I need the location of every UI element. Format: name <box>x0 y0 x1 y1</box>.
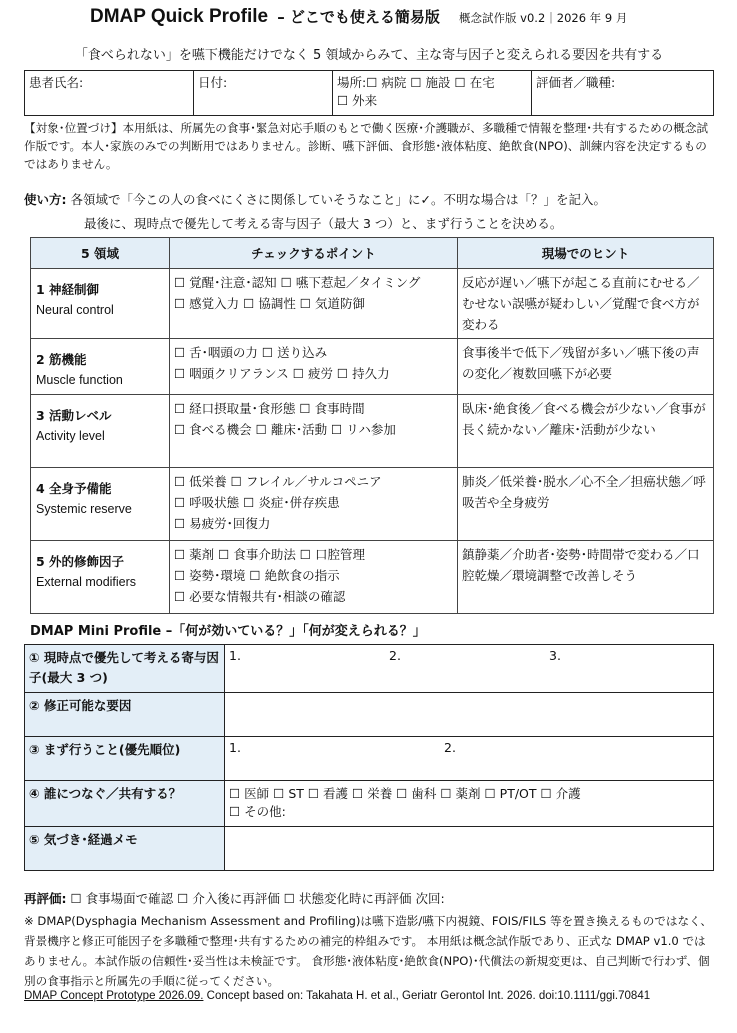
checkbox-line[interactable]: ☐ 感覚入力 ☐ 協調性 ☐ 気道防御 <box>174 296 365 311</box>
checkbox-line[interactable]: ☐ 舌･咽頭の力 ☐ 送り込み <box>174 345 328 360</box>
citation-text: Concept based on: Takahata H. et al., Geriatr Gerontol Int. 2026. doi:10.1111/ggi.70841 <box>203 990 651 1002</box>
domain-name-jp: 1 神経制御 <box>36 282 100 297</box>
checkbox-line[interactable]: ☐ 食べる機会 ☐ 離床･活動 ☐ リハ参加 <box>174 422 396 437</box>
col-header-checkpoints: チェックするポイント <box>170 238 458 269</box>
prototype-label: DMAP Concept Prototype 2026.09. <box>24 990 204 1002</box>
q3-answer-field[interactable] <box>225 737 714 781</box>
q1-numbering <box>229 648 709 663</box>
lead-text: 「食べられない」を嚥下機能だけでなく 5 領域からみて、主な寄与因子と変えられる要因を共有する <box>74 48 664 63</box>
domain-name-en: Neural control <box>36 303 114 317</box>
q3-num-2: 2. <box>444 740 456 755</box>
table-row <box>31 269 714 339</box>
domain-name-en: Muscle function <box>36 373 123 387</box>
q3-label: ③ まず行うこと(優先順位) <box>25 737 225 781</box>
patient-name-label: 患者氏名: <box>29 75 84 90</box>
date-field[interactable] <box>194 71 333 116</box>
hint-cell: 食事後半で低下／残留が多い／嚥下後の声の変化／複数回嚥下が必要 <box>458 339 714 395</box>
domain-name-jp: 4 全身予備能 <box>36 481 112 496</box>
version-label: 概念試作版 v0.2｜2026 年 9 月 <box>459 11 628 25</box>
table-row <box>31 468 714 541</box>
q2-label: ② 修正可能な要因 <box>25 693 225 737</box>
domain-name-jp: 2 筋機能 <box>36 352 87 367</box>
assessor-label: 評価者／職種: <box>536 75 616 90</box>
checkpoints-cell[interactable] <box>170 541 458 614</box>
table-row <box>31 339 714 395</box>
domains-table-header <box>31 238 714 269</box>
checkbox-line[interactable]: ☐ 低栄養 ☐ フレイル／サルコペニア <box>174 474 382 489</box>
document-title: DMAP Quick Profile <box>90 6 269 27</box>
table-row <box>31 541 714 614</box>
q4-answer-field[interactable] <box>225 781 714 827</box>
checkbox-line[interactable]: ☐ 咽頭クリアランス ☐ 疲労 ☐ 持久力 <box>174 366 390 381</box>
purpose-text: 【対象･位置づけ】本用紙は、所属先の食事･緊急対応手順のもとで働く医療･介護職が、多職種で情報を整理･共有するための概念試作版です。本人･家族のみでの判断用ではありません。診断、嚥下評価、食形態･液体粘度、絶飲食(NPO)、訓練内容を決定するものではありません。 <box>24 121 709 171</box>
table-row <box>25 693 714 737</box>
domains-table <box>30 237 714 614</box>
document-subtitle: – どこでも使える簡易版 <box>277 8 440 26</box>
checkbox-line[interactable]: ☐ 易疲労･回復力 <box>174 516 271 531</box>
usage-instruction-1: 各領域で「今この人の食べにくさに関係していそうなこと」に✓。不明な場合は「？」を記入。 <box>70 192 606 207</box>
checkbox-line[interactable]: ☐ 呼吸状態 ☐ 炎症･併存疾患 <box>174 495 340 510</box>
q3-num-1: 1. <box>229 740 241 755</box>
checkbox-line[interactable]: ☐ 姿勢･環境 ☐ 絶飲食の指示 <box>174 568 340 583</box>
domain-cell <box>31 468 170 541</box>
table-row <box>25 781 714 827</box>
hint-cell: 臥床･絶食後／食べる機会が少ない／食事が長く続かない／離床･活動が少ない <box>458 395 714 468</box>
checkpoints-cell[interactable] <box>170 395 458 468</box>
date-label: 日付: <box>198 75 228 90</box>
place-options-line1: 場所:☐ 病院 ☐ 施設 ☐ 在宅 <box>337 75 495 90</box>
patient-name-field[interactable] <box>25 71 194 116</box>
usage-label: 使い方: <box>24 192 67 207</box>
place-field[interactable] <box>333 71 532 116</box>
domain-cell <box>31 339 170 395</box>
disclaimer-note: ※ DMAP(Dysphagia Mechanism Assessment and Profiling)は嚥下造影/嚥下内視鏡、FOIS/FILS 等を置き換えるものではなく、背景機序と修正可能因子を多職種で整理･共有するための補完的枠組みです。 本用紙は概念試作版であり、正式な DMAP v1.0 ではありません。本試作版の信頼性･妥当性は未検証です。 食形態･液体粘度･絶飲食(NPO)･代償法の新規変更は、自己判断で行わず、個別の食事指示と所属先の手順に従ってください。 <box>24 914 713 988</box>
domain-cell <box>31 269 170 339</box>
col-header-domain: 5 領域 <box>31 238 170 269</box>
domain-name-en: External modifiers <box>36 575 137 589</box>
table-row <box>31 395 714 468</box>
reevaluation-line <box>24 889 714 907</box>
q5-memo-field[interactable] <box>225 827 714 871</box>
share-with-options[interactable]: ☐ 医師 ☐ ST ☐ 看護 ☐ 栄養 ☐ 歯科 ☐ 薬剤 ☐ PT/OT ☐ 介護 <box>229 786 581 801</box>
table-row <box>25 827 714 871</box>
title-row <box>90 6 737 32</box>
q1-answer-field[interactable] <box>225 645 714 693</box>
col-header-hints: 現場でのヒント <box>458 238 714 269</box>
domain-cell <box>31 395 170 468</box>
citation-line <box>24 990 714 1002</box>
domain-name-en: Systemic reserve <box>36 502 132 516</box>
checkpoints-cell[interactable] <box>170 339 458 395</box>
hint-cell: 反応が遅い／嚥下が起こる直前にむせる／むせない誤嚥が疑わしい／覚醒で食べ方が変わる <box>458 269 714 339</box>
q1-num-2: 2. <box>389 648 401 663</box>
q4-label: ④ 誰につなぐ／共有する？ <box>25 781 225 827</box>
table-row <box>25 737 714 781</box>
q1-label: ① 現時点で優先して考える寄与因子(最大 3 つ) <box>25 645 225 693</box>
checkbox-line[interactable]: ☐ 覚醒･注意･認知 ☐ 嚥下惹起／タイミング <box>174 275 421 290</box>
q2-answer-field[interactable] <box>225 693 714 737</box>
info-fields-table <box>24 70 714 116</box>
usage-line-1 <box>24 190 714 208</box>
domain-name-en: Activity level <box>36 429 105 443</box>
domain-cell <box>31 541 170 614</box>
assessor-field[interactable] <box>532 71 714 116</box>
reevaluation-options[interactable]: ☐ 食事場面で確認 ☐ 介入後に再評価 ☐ 状態変化時に再評価 次回: <box>70 891 445 906</box>
domain-name-jp: 5 外的修飾因子 <box>36 554 125 569</box>
hint-cell: 肺炎／低栄養･脱水／心不全／担癌状態／呼吸苦や全身疲労 <box>458 468 714 541</box>
q1-num-3: 3. <box>549 648 561 663</box>
hint-cell: 鎮静薬／介助者･姿勢･時間帯で変わる／口腔乾燥／環境調整で改善しそう <box>458 541 714 614</box>
table-row <box>25 645 714 693</box>
checkbox-line[interactable]: ☐ 経口摂取量･食形態 ☐ 食事時間 <box>174 401 365 416</box>
checkpoints-cell[interactable] <box>170 468 458 541</box>
q5-label: ⑤ 気づき･経過メモ <box>25 827 225 871</box>
mini-profile-table <box>24 644 714 871</box>
checkbox-line[interactable]: ☐ 薬剤 ☐ 食事介助法 ☐ 口腔管理 <box>174 547 365 562</box>
reevaluation-label: 再評価: <box>24 891 67 906</box>
place-options-line2: ☐ 外来 <box>337 93 378 108</box>
share-with-other[interactable]: ☐ その他: <box>229 804 286 819</box>
q1-num-1: 1. <box>229 648 241 663</box>
domain-name-jp: 3 活動レベル <box>36 408 112 423</box>
usage-instruction-2: 最後に、現時点で優先して考える寄与因子（最大 3 つ）と、まず行うことを決める。 <box>84 216 563 231</box>
checkpoints-cell[interactable] <box>170 269 458 339</box>
mini-profile-title: DMAP Mini Profile –「何が効いている？」「何が変えられる？」 <box>30 624 426 639</box>
checkbox-line[interactable]: ☐ 必要な情報共有･相談の確認 <box>174 589 346 604</box>
q3-numbering <box>229 740 709 755</box>
